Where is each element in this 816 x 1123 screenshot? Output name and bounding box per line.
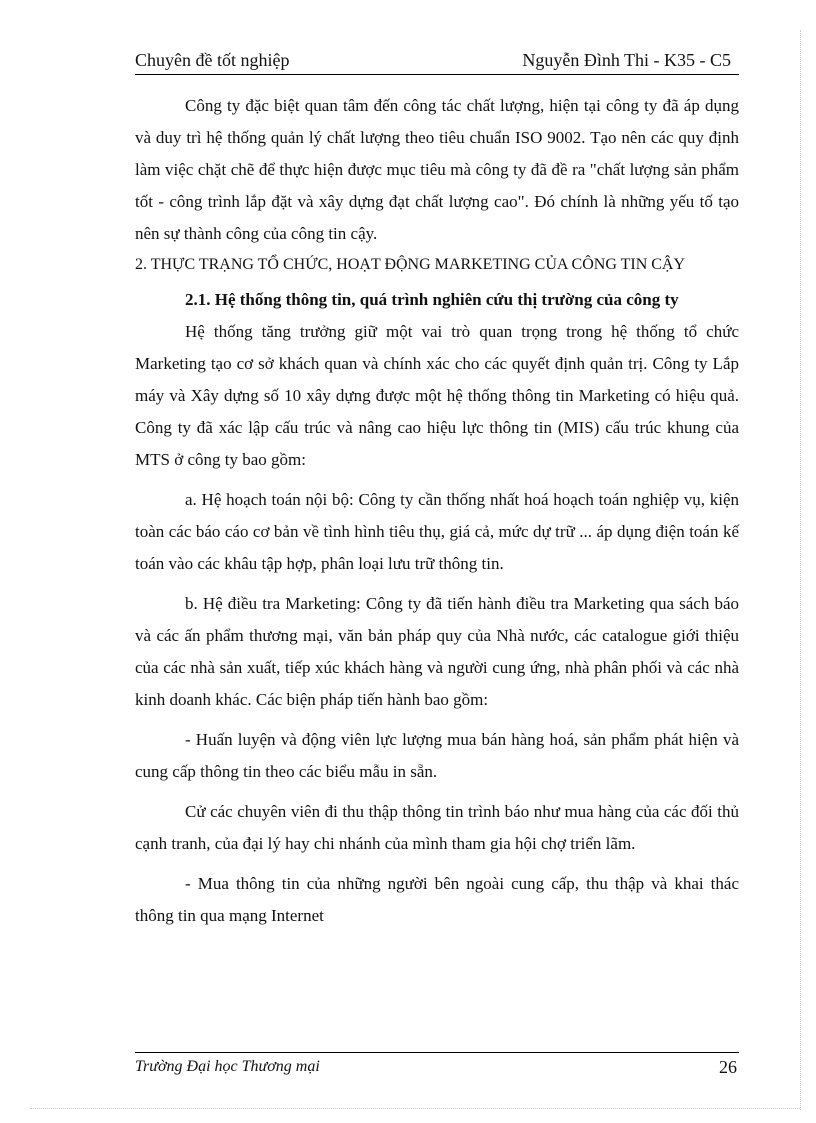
footer-school: Trường Đại học Thương mại — [135, 1058, 320, 1075]
paragraph-specialists: Cử các chuyên viên đi thu thập thông tin trình báo như mua hàng của các đối thủ cạnh tranh, của đại lý hay chi nhánh của mình tham gia hội chợ triển lãm. — [135, 802, 739, 853]
paragraph-quality: Công ty đặc biệt quan tâm đến công tác chất lượng, hiện tại công ty đã áp dụng và duy trì hệ thống quản lý chất lượng theo tiêu chuẩn ISO 9002. Tạo nên các quy định làm việc chặt chẽ để thực hiện được mục tiêu mà công ty đã đề ra "chất lượng sản phẩm tốt - công trình lắp đặt và xây dựng đạt chất lượng cao". Đó chính là những yếu tố tạo nên sự thành công của công tin cậy. — [135, 96, 739, 243]
page-header — [135, 46, 739, 75]
paragraph-buy-information: - Mua thông tin của những người bên ngoài cung cấp, thu thập và khai thác thông tin qua mạng Internet — [135, 874, 739, 925]
page-footer — [135, 1052, 739, 1079]
page-body — [135, 90, 739, 932]
paragraph-information-system: Hệ thống tăng trưởng giữ một vai trò quan trọng trong hệ thống tổ chức Marketing tạo cơ sở khách quan và chính xác cho các quyết định quản trị. Công ty Lắp máy và Xây dựng số 10 xây dựng được một hệ thống thông tin Marketing có hiệu quả. Công ty đã xác lập cấu trúc và nâng cao hiệu lực thông tin (MIS) cấu trúc khung của MTS ở công ty bao gồm: — [135, 322, 739, 469]
subsection-heading: 2.1. Hệ thống thông tin, quá trình nghiên cứu thị trường của công ty — [185, 290, 679, 309]
page-number: 26 — [719, 1057, 737, 1077]
header-author: Nguyễn Đình Thi - K35 - C5 — [522, 50, 731, 70]
paragraph-marketing-survey: b. Hệ điều tra Marketing: Công ty đã tiến hành điều tra Marketing qua sách báo và các ấn phẩm thương mại, văn bản pháp quy của Nhà nước, các catalogue giới thiệu của các nhà sản xuất, tiếp xúc khách hàng và người cung ứng, nhà phân phối và các nhà kinh doanh khác. Các biện pháp tiến hành bao gồm: — [135, 594, 739, 709]
paragraph-internal-accounting: a. Hệ hoạch toán nội bộ: Công ty cần thống nhất hoá hoạch toán nghiệp vụ, kiện toàn các báo cáo cơ bản về tình hình tiêu thụ, giá cả, mức dự trữ ... áp dụng điện toán kế toán vào các khâu tập hợp, phân loại lưu trữ thông tin. — [135, 490, 739, 573]
page-border-right — [800, 30, 801, 1110]
page-border-bottom — [30, 1108, 800, 1109]
header-left-title: Chuyên đề tốt nghiệp — [135, 50, 290, 70]
paragraph-training: - Huấn luyện và động viên lực lượng mua bán hàng hoá, sản phẩm phát hiện và cung cấp thông tin theo các biểu mẫu in sẵn. — [135, 730, 739, 781]
section-heading: 2. THỰC TRẠNG TỔ CHỨC, HOẠT ĐỘNG MARKETING CỦA CÔNG TIN CẬY — [135, 256, 686, 273]
